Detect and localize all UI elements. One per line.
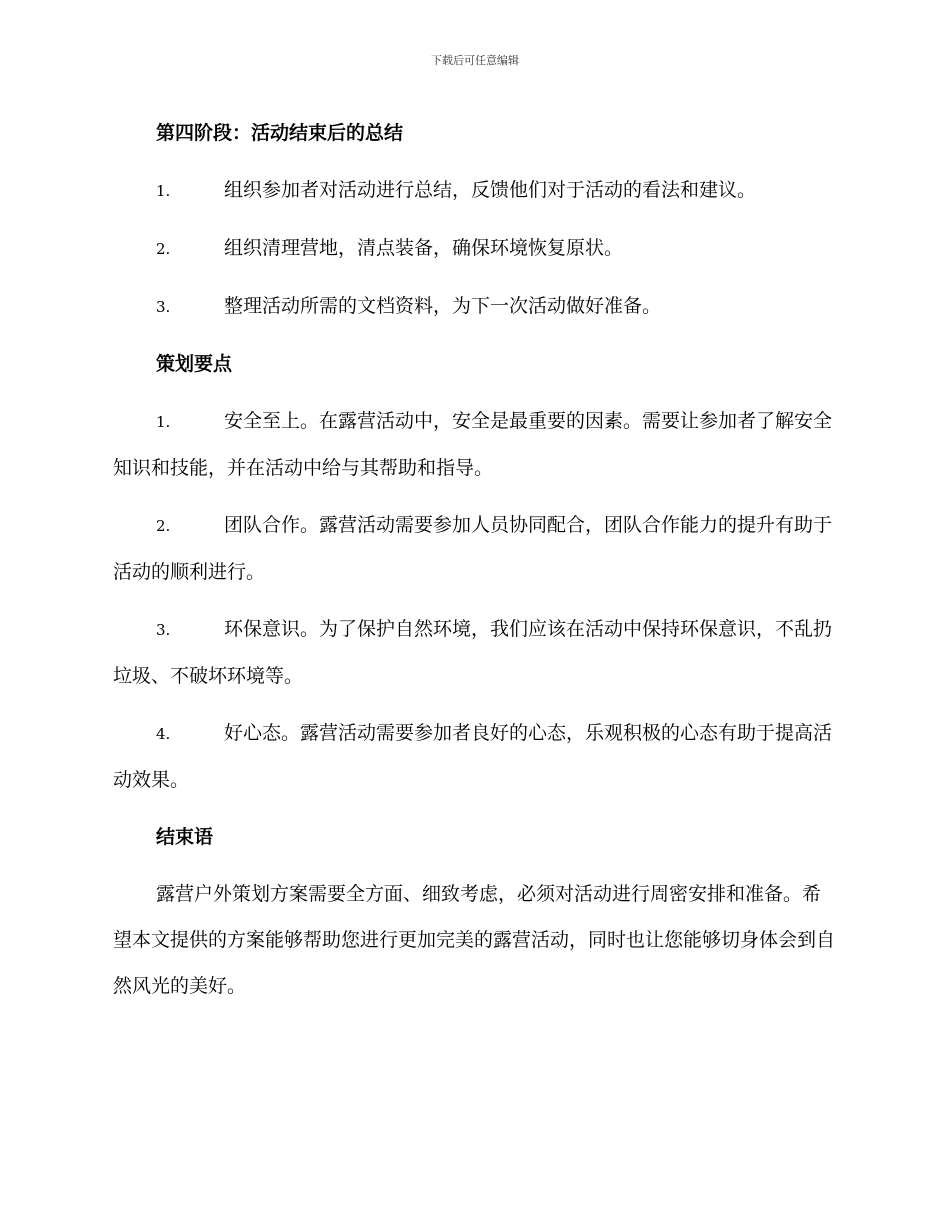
list-number: 3. bbox=[156, 621, 171, 639]
section-heading-conclusion: 结束语 bbox=[156, 826, 214, 848]
list-text: 团队合作。露营活动需要参加人员协同配合，团队合作能力的提升有助于活动的顺利进行。 bbox=[113, 514, 833, 583]
section-heading-stage4: 第四阶段：活动结束后的总结 bbox=[156, 122, 404, 144]
list-text: 组织清理营地，清点装备，确保环境恢复原状。 bbox=[224, 237, 624, 259]
list-text: 组织参加者对活动进行总结，反馈他们对于活动的看法和建议。 bbox=[224, 179, 757, 201]
page-header-note: 下载后可任意编辑 bbox=[431, 54, 519, 67]
list-number: 2. bbox=[156, 517, 171, 535]
list-item bbox=[113, 398, 838, 491]
list-item bbox=[113, 283, 838, 330]
section-heading-points: 策划要点 bbox=[156, 353, 233, 375]
list-text: 好心态。露营活动需要参加者良好的心态，乐观积极的心态有助于提高活动效果。 bbox=[113, 722, 833, 791]
list-number: 3. bbox=[156, 298, 171, 316]
list-text: 环保意识。为了保护自然环境，我们应该在活动中保持环保意识，不乱扔垃圾、不破坏环境等。 bbox=[113, 618, 833, 687]
list-item bbox=[113, 502, 838, 595]
list-number: 1. bbox=[156, 413, 171, 431]
list-number: 4. bbox=[156, 725, 171, 743]
document-body bbox=[113, 110, 838, 1009]
list-item bbox=[113, 606, 838, 699]
list-item bbox=[113, 167, 838, 214]
conclusion-paragraph: 露营户外策划方案需要全方面、细致考虑，必须对活动进行周密安排和准备。希望本文提供的方案能够帮助您进行更加完美的露营活动，同时也让您能够切身体会到自然风光的美好。 bbox=[113, 883, 836, 997]
list-number: 2. bbox=[156, 240, 171, 258]
list-item bbox=[113, 225, 838, 272]
list-text: 整理活动所需的文档资料，为下一次活动做好准备。 bbox=[224, 295, 662, 317]
list-text: 安全至上。在露营活动中，安全是最重要的因素。需要让参加者了解安全知识和技能，并在活动中给与其帮助和指导。 bbox=[113, 410, 833, 479]
list-number: 1. bbox=[156, 182, 171, 200]
list-item bbox=[113, 710, 838, 803]
